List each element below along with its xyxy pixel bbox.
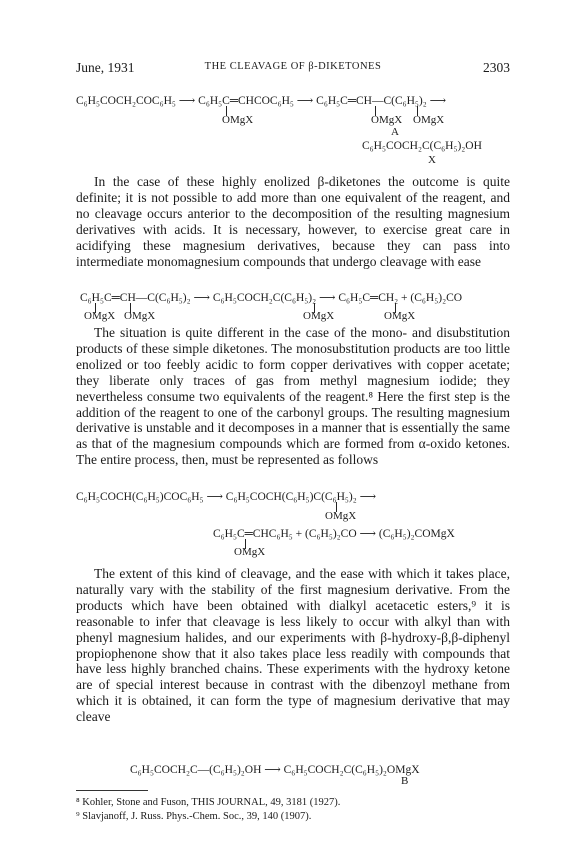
scheme4-line1: C₆H₅COCH₂C—(C₆H₅)₂OH ⟶ C₆H₅COCH₂C(C₆H₅)₂OMgX (130, 764, 420, 776)
scheme2-omgx-4: OMgX (384, 310, 416, 322)
scheme3-line1: C₆H₅COCH(C₆H₅)COC₆H₅ ⟶ C₆H₅COCH(C₆H₅)C(C₆H₅)₂ ⟶ (76, 491, 377, 503)
scheme3-omgx-2: OMgX (234, 546, 266, 558)
scheme2-omgx-2: OMgX (124, 310, 156, 322)
page-number: 2303 (483, 60, 510, 75)
scheme3-omgx-1: OMgX (325, 510, 357, 522)
scheme2-omgx-3: OMgX (303, 310, 335, 322)
paragraph-3: The extent of this kind of cleavage, and the ease with which it takes place, naturally vary with the stability of the first magnesium derivative. From the products which have been obtained with dialkyl acetacetic esters,⁹ it is reasonable to infer that cleavage is less likely to occur with alkyl than with phenyl magnesium halides, and our experiments with β-hydroxy-β,β-diphenyl propiophenone show that it also takes place less readily with compounds that have less highly branched chains. These experiments with the hydroxy ketone are of special interest because in contrast with the dibenzoyl methane from which it is obtained, it can form the type of magnesium derivative that may cleave (76, 566, 510, 725)
scheme1-label-x: X (428, 154, 436, 166)
scheme1-omgx-c: OMgX (413, 114, 445, 126)
scheme1-omgx-a: OMgX (222, 114, 254, 126)
paragraph-1: In the case of these highly enolized β-diketones the outcome is quite definite; it is not possible to add more than one equivalent of the reagent, and no cleavage occurs anterior to the decomposition of the resulting magnesium derivatives with acids. It is necessary, however, to exercise great care in acidifying these magnesium derivatives, because they can pass into intermediate monomagnesium compounds that undergo cleavage with ease (76, 174, 510, 269)
footnote-9: ⁹ Slavjanoff, J. Russ. Phys.-Chem. Soc., 39, 140 (1907). (76, 811, 312, 822)
scheme1-line1: C₆H₅COCH₂COC₆H₅ ⟶ C₆H₅C═CHCOC₆H₅ ⟶ C₆H₅C═CH—C(C₆H₅)₂ ⟶ (76, 95, 447, 107)
scheme1-omgx-b: OMgX (371, 114, 403, 126)
scheme3-line2: C₆H₅C═CHC₆H₅ + (C₆H₅)₂CO ⟶ (C₆H₅)₂COMgX (213, 528, 455, 540)
scheme2-line1: C₆H₅C═CH—C(C₆H₅)₂ ⟶ C₆H₅COCH₂C(C₆H₅)₂ ⟶ C₆H₅C═CH₂ + (C₆H₅)₂CO (80, 292, 463, 304)
scheme1-label-a: A (391, 126, 399, 138)
scheme1-product: C₆H₅COCH₂C(C₆H₅)₂OH (362, 140, 482, 152)
page-header (76, 60, 510, 78)
footnote-rule (76, 790, 148, 791)
running-title: THE CLEAVAGE OF β-DIKETONES (204, 61, 382, 72)
footnote-8: ⁸ Kohler, Stone and Fuson, THIS JOURNAL, 49, 3181 (1927). (76, 797, 341, 808)
scheme4-label-b: B (401, 775, 409, 787)
paragraph-2: The situation is quite different in the case of the mono- and disubstitution products of these simple diketones. The monosubstitution products are too little enolized or too feebly acidic to form copper derivatives with copper acetate; they liberate only traces of gas from methyl magnesium iodide; they nevertheless consume two equivalents of the reagent.⁸ Here the first step is the addition of the reagent to one of the carbonyl groups. The resulting magnesium derivative is unstable and it decomposes in a manner that is essentially the same as that of the magnesium compounds which are formed from α-oxido ketones. The entire process, then, must be represented as follows (76, 325, 510, 468)
header-date: June, 1931 (76, 60, 135, 75)
scheme2-omgx-1: OMgX (84, 310, 116, 322)
